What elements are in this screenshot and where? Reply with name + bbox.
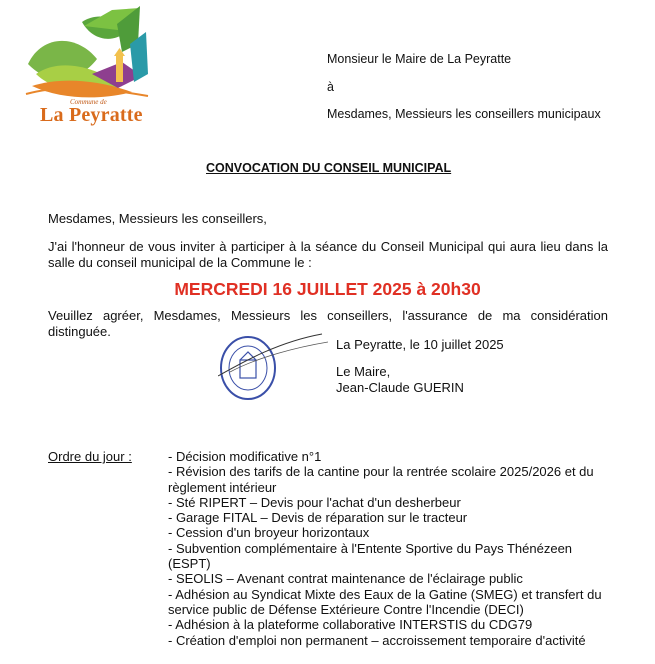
- place-date: La Peyratte, le 10 juillet 2025: [336, 337, 504, 352]
- closing-paragraph: Veuillez agréer, Mesdames, Messieurs les conseillers, l'assurance de ma considération distinguée.: [48, 308, 608, 339]
- salutation: Mesdames, Messieurs les conseillers,: [48, 211, 267, 226]
- mairie-stamp: [218, 332, 328, 402]
- sender: Monsieur le Maire de La Peyratte: [327, 52, 512, 66]
- agenda-item: - Adhésion à la plateforme collaborative INTERSTIS du CDG79: [168, 617, 533, 633]
- recipients: Mesdames, Messieurs les conseillers municipaux: [327, 107, 601, 121]
- meeting-date: MERCREDI 16 JUILLET 2025 à 20h30: [174, 279, 481, 299]
- agenda-item: - Création d'emploi non permanent – accroissement temporaire d'activité: [168, 632, 586, 648]
- agenda-item: - Sté RIPERT – Devis pour l'achat d'un desherbeur: [168, 494, 461, 510]
- logo-commune-name: La Peyratte: [40, 104, 143, 126]
- agenda-item: - Adhésion au Syndicat Mixte des Eaux de la Gatine (SMEG) et transfert du service public de Défense Extérieure Contre l'Incendie (DECI): [168, 586, 602, 617]
- agenda-item: - Cession d'un broyeur horizontaux: [168, 525, 370, 541]
- signature-role: Le Maire,: [336, 364, 391, 379]
- agenda-item: - SEOLIS – Avenant contrat maintenance de l'éclairage public: [168, 571, 523, 587]
- invitation-paragraph: J'ai l'honneur de vous inviter à participer à la séance du Conseil Municipal qui aura lieu dans la salle du conseil municipal de la Commune le :: [48, 239, 608, 270]
- signature-name: Jean-Claude GUERIN: [336, 380, 464, 395]
- agenda-item: - Décision modificative n°1: [168, 449, 322, 464]
- logo-small-text: Commune de: [70, 98, 107, 106]
- agenda-label: Ordre du jour :: [48, 449, 132, 464]
- agenda-item: - Révision des tarifs de la cantine pour la rentrée scolaire 2025/2026 et du règlement intérieur: [168, 464, 594, 495]
- agenda-item: - Garage FITAL – Devis de réparation sur le tracteur: [168, 510, 468, 526]
- to-label: à: [327, 80, 334, 94]
- document-title: CONVOCATION DU CONSEIL MUNICIPAL: [206, 161, 452, 175]
- agenda-list: [168, 449, 612, 648]
- agenda-item: - Subvention complémentaire à l'Entente Sportive du Pays Thénézeen (ESPT): [168, 540, 573, 572]
